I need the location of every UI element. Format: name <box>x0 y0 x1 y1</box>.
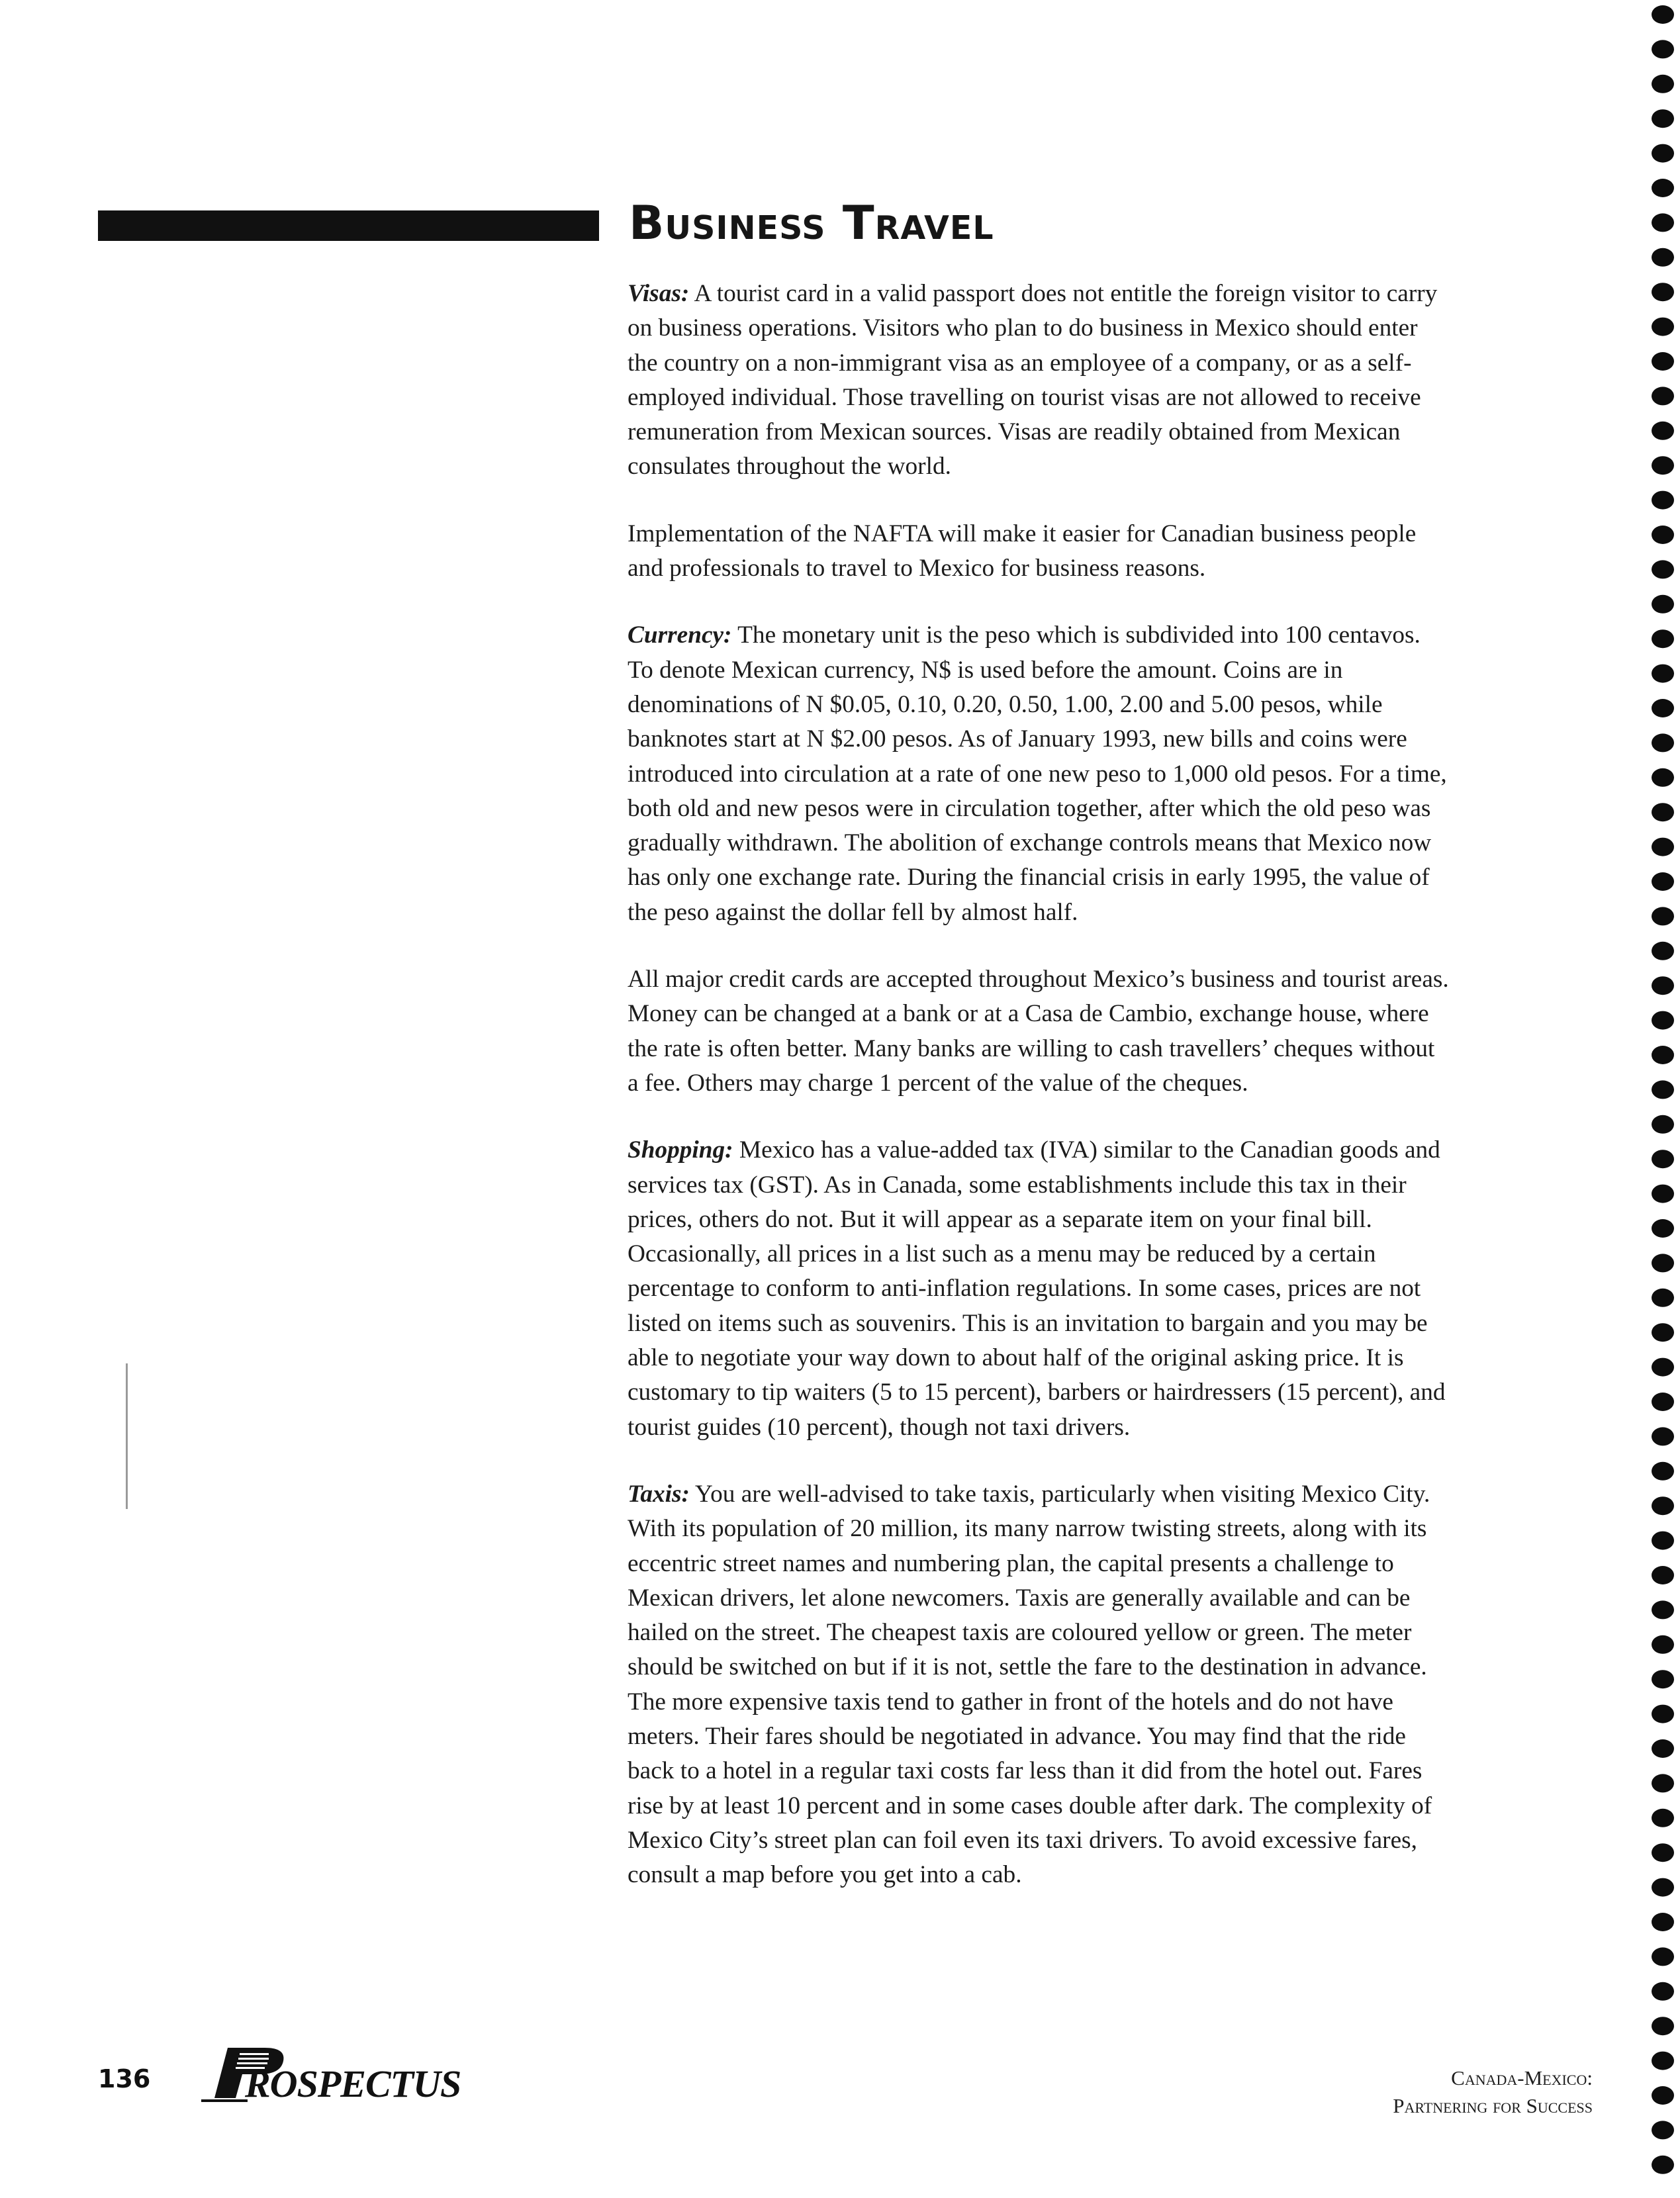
paragraph <box>628 618 1595 930</box>
text-line <box>628 551 1595 586</box>
section-lead: Shopping: <box>628 1136 733 1164</box>
line-text: able to negotiate your way down to about half of the original asking price. It is <box>628 1344 1404 1372</box>
binding-hole <box>1652 40 1674 58</box>
line-text: and professionals to travel to Mexico for business reasons. <box>628 555 1206 582</box>
binding-hole <box>1652 491 1674 510</box>
line-text: tourist guides (10 percent), though not taxi drivers. <box>628 1413 1131 1441</box>
line-text: back to a hotel in a regular taxi costs far less than it did from the hotel out. Fares <box>628 1757 1423 1785</box>
text-line <box>628 1203 1595 1237</box>
binding-hole <box>1652 1532 1674 1550</box>
binding-hole <box>1652 976 1674 995</box>
binding-hole <box>1652 75 1674 93</box>
binding-hole <box>1652 872 1674 891</box>
binding-hole <box>1652 2156 1674 2174</box>
line-text: customary to tip waiters (5 to 15 percent), barbers or hairdressers (15 percent), and <box>628 1379 1446 1406</box>
header-rule-bar <box>98 210 599 241</box>
line-text: the country on a non-immigrant visa as an employee of a company, or as a self- <box>628 349 1412 377</box>
binding-hole <box>1652 1427 1674 1445</box>
binding-hole <box>1652 1393 1674 1411</box>
line-text: both old and new pesos were in circulation together, after which the old peso was <box>628 794 1431 822</box>
spiral-binding-holes <box>1644 0 1676 2198</box>
line-text: With its population of 20 million, its many narrow twisting streets, along with its <box>628 1515 1427 1543</box>
text-line <box>628 1306 1595 1341</box>
text-line <box>628 1066 1595 1101</box>
section-lead: Taxis: <box>628 1480 690 1508</box>
text-line <box>628 792 1595 826</box>
binding-hole <box>1652 1774 1674 1792</box>
margin-mark <box>126 1363 128 1509</box>
binding-hole <box>1652 1913 1674 1931</box>
article-body <box>628 277 1595 1925</box>
line-text: services tax (GST). As in Canada, some establishments include this tax in their <box>628 1171 1407 1199</box>
binding-hole <box>1652 1254 1674 1272</box>
binding-hole <box>1652 283 1674 301</box>
line-text: To denote Mexican currency, N$ is used before the amount. Coins are in <box>628 656 1343 684</box>
text-line <box>628 346 1595 381</box>
line-text: percentage to conform to anti-inflation regulations. In some cases, prices are not <box>628 1275 1421 1303</box>
text-line <box>628 1789 1595 1823</box>
binding-hole <box>1652 595 1674 614</box>
line-text: A tourist card in a valid passport does not entitle the foreign visitor to carry <box>689 280 1438 307</box>
text-line <box>628 1477 1595 1512</box>
binding-hole <box>1652 803 1674 821</box>
text-line <box>628 653 1595 688</box>
line-text: employed individual. Those travelling on tourist visas are not allowed to receive <box>628 383 1421 411</box>
text-line <box>628 860 1595 895</box>
binding-hole <box>1652 733 1674 752</box>
binding-hole <box>1652 1878 1674 1897</box>
text-line <box>628 311 1595 345</box>
binding-hole <box>1652 1289 1674 1307</box>
binding-hole <box>1652 1809 1674 1827</box>
binding-hole <box>1652 1358 1674 1377</box>
line-text: listed on items such as souvenirs. This is an invitation to bargain and you may be <box>628 1309 1428 1337</box>
line-text: remuneration from Mexican sources. Visas are readily obtained from Mexican <box>628 418 1401 446</box>
text-line <box>628 962 1595 997</box>
line-text: gradually withdrawn. The abolition of exchange controls means that Mexico now <box>628 829 1432 857</box>
text-line <box>628 688 1595 722</box>
binding-hole <box>1652 1046 1674 1064</box>
text-line <box>628 449 1595 484</box>
text-line <box>628 415 1595 449</box>
page-title: Business Travel <box>629 196 994 250</box>
line-text: prices, others do not. But it will appear as a separate item on your final bill. <box>628 1205 1372 1233</box>
binding-hole <box>1652 1566 1674 1584</box>
text-line <box>628 1375 1595 1410</box>
line-text: meters. Their fares should be negotiated in advance. You may find that the ride <box>628 1722 1406 1750</box>
line-text: The monetary unit is the peso which is subdivided into 100 centavos. <box>731 621 1421 649</box>
line-text: the rate is often better. Many banks are willing to cash travellers’ cheques without <box>628 1034 1435 1062</box>
binding-hole <box>1652 699 1674 717</box>
binding-hole <box>1652 1635 1674 1654</box>
binding-hole <box>1652 213 1674 232</box>
line-text: eccentric street names and numbering plan, the capital presents a challenge to <box>628 1549 1394 1577</box>
binding-hole <box>1652 5 1674 24</box>
binding-hole <box>1652 1150 1674 1168</box>
section-lead: Currency: <box>628 621 732 649</box>
binding-hole <box>1652 318 1674 336</box>
paragraph <box>628 1133 1595 1445</box>
text-line <box>628 1341 1595 1375</box>
footer-title-line: Canada-Mexico: <box>1451 2066 1593 2089</box>
text-line <box>628 722 1595 756</box>
binding-hole <box>1652 1705 1674 1723</box>
text-line <box>628 1133 1595 1168</box>
line-text: on business operations. Visitors who plan to do business in Mexico should enter <box>628 314 1418 342</box>
text-line <box>628 618 1595 653</box>
text-line <box>628 517 1595 551</box>
text-line <box>628 757 1595 792</box>
line-text: the peso against the dollar fell by almost half. <box>628 898 1078 926</box>
page-number: 136 <box>98 2064 151 2093</box>
binding-hole <box>1652 456 1674 475</box>
binding-hole <box>1652 2121 1674 2139</box>
text-line <box>628 1547 1595 1581</box>
text-line <box>628 997 1595 1031</box>
line-text: All major credit cards are accepted throughout Mexico’s business and tourist areas. <box>628 966 1449 993</box>
binding-hole <box>1652 1462 1674 1481</box>
text-line <box>628 1271 1595 1306</box>
text-line <box>628 1685 1595 1719</box>
line-text: should be switched on but if it is not, settle the fare to the destination in advance. <box>628 1653 1427 1681</box>
text-line <box>628 1032 1595 1066</box>
binding-hole <box>1652 2086 1674 2105</box>
line-text: consult a map before you get into a cab. <box>628 1861 1022 1889</box>
text-line <box>628 1823 1595 1858</box>
section-lead: Visas: <box>628 280 690 307</box>
binding-hole <box>1652 2017 1674 2035</box>
binding-hole <box>1652 144 1674 163</box>
text-line <box>628 381 1595 415</box>
binding-hole <box>1652 1670 1674 1688</box>
line-text: Implementation of the NAFTA will make it easier for Canadian business people <box>628 520 1417 547</box>
paragraph <box>628 1477 1595 1893</box>
binding-hole <box>1652 248 1674 267</box>
binding-hole <box>1652 1600 1674 1619</box>
binding-hole <box>1652 526 1674 544</box>
publication-footer <box>1393 2064 1593 2120</box>
binding-hole <box>1652 1115 1674 1134</box>
line-text: hailed on the street. The cheapest taxis are coloured yellow or green. The meter <box>628 1619 1412 1647</box>
text-line <box>628 1410 1595 1445</box>
text-line <box>628 1581 1595 1616</box>
binding-hole <box>1652 1843 1674 1862</box>
text-line <box>628 826 1595 860</box>
line-text: consulates throughout the world. <box>628 453 951 481</box>
text-line <box>628 1719 1595 1754</box>
binding-hole <box>1652 664 1674 683</box>
binding-hole <box>1652 1739 1674 1758</box>
paragraph <box>628 517 1595 586</box>
binding-hole <box>1652 387 1674 405</box>
text-line <box>628 1754 1595 1788</box>
text-line <box>628 1512 1595 1546</box>
line-text: You are well-advised to take taxis, particularly when visiting Mexico City. <box>689 1480 1430 1508</box>
binding-hole <box>1652 1011 1674 1030</box>
binding-hole <box>1652 179 1674 197</box>
line-text: Mexican drivers, let alone newcomers. Taxis are generally available and can be <box>628 1584 1411 1612</box>
binding-hole <box>1652 942 1674 960</box>
binding-hole <box>1652 2052 1674 2070</box>
text-line <box>628 895 1595 930</box>
binding-hole <box>1652 352 1674 371</box>
prospectus-logo-text: ROSPECTUS <box>245 2062 461 2103</box>
binding-hole <box>1652 422 1674 440</box>
text-line <box>628 1237 1595 1271</box>
binding-hole <box>1652 109 1674 128</box>
binding-hole <box>1652 907 1674 925</box>
line-text: Occasionally, all prices in a list such as a menu may be reduced by a certain <box>628 1240 1376 1268</box>
binding-hole <box>1652 1323 1674 1342</box>
line-text: introduced into circulation at a rate of one new peso to 1,000 old pesos. For a time, <box>628 760 1447 788</box>
text-line <box>628 1858 1595 1892</box>
binding-hole <box>1652 1496 1674 1515</box>
footer-subtitle-line: Partnering for Success <box>1393 2094 1593 2117</box>
line-text: has only one exchange rate. During the financial crisis in early 1995, the value of <box>628 864 1430 892</box>
binding-hole <box>1652 560 1674 578</box>
binding-hole <box>1652 838 1674 856</box>
line-text: a fee. Others may charge 1 percent of the value of the cheques. <box>628 1069 1248 1097</box>
line-text: The more expensive taxis tend to gather in front of the hotels and do not have <box>628 1688 1393 1716</box>
line-text: rise by at least 10 percent and in some cases double after dark. The complexity of <box>628 1792 1432 1819</box>
paragraph <box>628 962 1595 1101</box>
line-text: banknotes start at N $2.00 pesos. As of January 1993, new bills and coins were <box>628 725 1407 753</box>
text-line <box>628 1650 1595 1684</box>
line-text: Money can be changed at a bank or at a Casa de Cambio, exchange house, where <box>628 1000 1429 1028</box>
line-text: Mexico has a value-added tax (IVA) similar to the Canadian goods and <box>733 1136 1440 1164</box>
binding-hole <box>1652 1947 1674 1966</box>
paragraph <box>628 277 1595 484</box>
text-line <box>628 1168 1595 1203</box>
binding-hole <box>1652 1080 1674 1099</box>
line-text: Mexico City’s street plan can foil even its taxi drivers. To avoid excessive fares, <box>628 1826 1417 1854</box>
binding-hole <box>1652 768 1674 787</box>
text-line <box>628 277 1595 311</box>
binding-hole <box>1652 1982 1674 2001</box>
text-line <box>628 1616 1595 1650</box>
prospectus-logo <box>201 2045 473 2103</box>
binding-hole <box>1652 1219 1674 1238</box>
line-text: denominations of N $0.05, 0.10, 0.20, 0.50, 1.00, 2.00 and 5.00 pesos, while <box>628 690 1383 718</box>
binding-hole <box>1652 629 1674 648</box>
binding-hole <box>1652 1185 1674 1203</box>
